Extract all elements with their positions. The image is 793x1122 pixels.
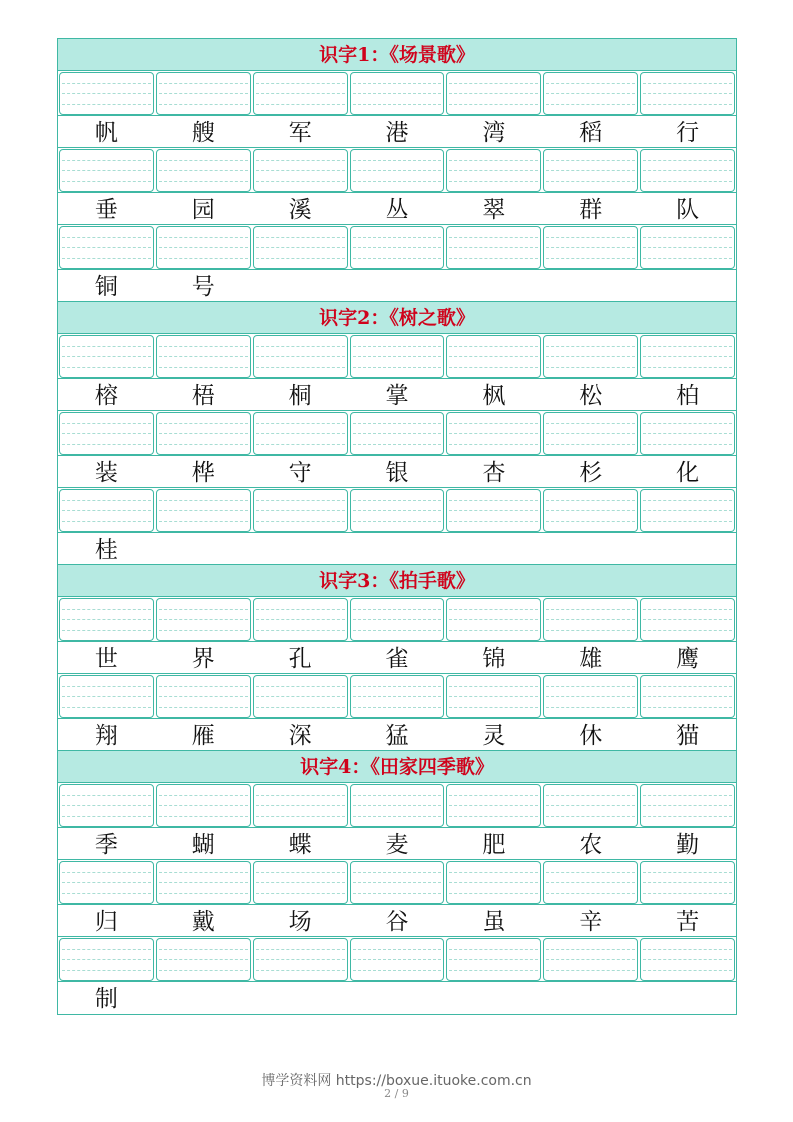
character-cell: 翔 bbox=[94, 723, 118, 749]
pinyin-writing-box bbox=[253, 335, 348, 378]
character-cell: 世 bbox=[94, 646, 118, 672]
character-cell: 鹰 bbox=[676, 646, 700, 672]
footer-watermark: 博学资料网 https://boxue.ituoke.com.cn bbox=[261, 1073, 532, 1089]
pinyin-writing-box bbox=[59, 598, 154, 641]
pinyin-writing-box bbox=[640, 938, 735, 981]
pinyin-writing-box bbox=[543, 149, 638, 192]
character-cell: 垂 bbox=[94, 197, 118, 223]
pinyin-writing-row bbox=[58, 937, 736, 982]
character-cell: 肥 bbox=[482, 832, 506, 858]
pinyin-writing-box bbox=[446, 598, 541, 641]
character-cell bbox=[542, 270, 639, 301]
character-cell bbox=[639, 270, 736, 301]
pinyin-writing-row bbox=[58, 488, 736, 533]
pinyin-writing-box bbox=[446, 675, 541, 718]
character-cell: 柏 bbox=[676, 383, 700, 409]
character-cell bbox=[252, 270, 349, 301]
character-cell: 稻 bbox=[579, 120, 603, 146]
pinyin-writing-box bbox=[640, 72, 735, 115]
character-cell: 雄 bbox=[579, 646, 603, 672]
pinyin-writing-row bbox=[58, 71, 736, 116]
pinyin-writing-box bbox=[253, 784, 348, 827]
character-cell bbox=[639, 982, 736, 1014]
character-cell: 掌 bbox=[385, 383, 409, 409]
character-cell: 群 bbox=[579, 197, 603, 223]
character-cell: 虽 bbox=[482, 909, 506, 935]
pinyin-writing-box bbox=[446, 784, 541, 827]
pinyin-writing-box bbox=[156, 149, 251, 192]
pinyin-writing-box bbox=[59, 72, 154, 115]
pinyin-writing-box bbox=[640, 412, 735, 455]
character-cell: 号 bbox=[191, 274, 215, 300]
character-cell: 辛 bbox=[579, 909, 603, 935]
character-cell: 季 bbox=[94, 832, 118, 858]
character-cell: 行 bbox=[676, 120, 700, 146]
pinyin-writing-row bbox=[58, 334, 736, 379]
character-cell: 榕 bbox=[94, 383, 118, 409]
pinyin-writing-row bbox=[58, 148, 736, 193]
pinyin-writing-row bbox=[58, 860, 736, 905]
pinyin-writing-box bbox=[350, 72, 445, 115]
character-cell: 丛 bbox=[385, 197, 409, 223]
character-cell: 蝶 bbox=[288, 832, 312, 858]
pinyin-writing-box bbox=[543, 489, 638, 532]
pinyin-writing-box bbox=[253, 675, 348, 718]
character-cell: 麦 bbox=[385, 832, 409, 858]
character-cell: 枫 bbox=[482, 383, 506, 409]
pinyin-writing-box bbox=[543, 675, 638, 718]
pinyin-writing-box bbox=[156, 72, 251, 115]
character-cell: 雀 bbox=[385, 646, 409, 672]
pinyin-writing-box bbox=[156, 938, 251, 981]
pinyin-writing-box bbox=[59, 784, 154, 827]
character-cell: 锦 bbox=[482, 646, 506, 672]
pinyin-writing-box bbox=[59, 226, 154, 269]
pinyin-writing-box bbox=[446, 489, 541, 532]
character-cell bbox=[639, 533, 736, 564]
pinyin-writing-box bbox=[350, 675, 445, 718]
pinyin-writing-box bbox=[156, 598, 251, 641]
character-cell: 队 bbox=[676, 197, 700, 223]
character-cell: 深 bbox=[288, 723, 312, 749]
pinyin-writing-box bbox=[253, 861, 348, 904]
character-cell bbox=[445, 533, 542, 564]
pinyin-writing-box bbox=[446, 335, 541, 378]
pinyin-writing-box bbox=[446, 72, 541, 115]
pinyin-writing-box bbox=[350, 226, 445, 269]
pinyin-writing-box bbox=[640, 675, 735, 718]
character-cell: 猫 bbox=[676, 723, 700, 749]
pinyin-writing-box bbox=[640, 226, 735, 269]
character-row bbox=[58, 905, 736, 937]
character-cell: 勤 bbox=[676, 832, 700, 858]
pinyin-writing-box bbox=[543, 598, 638, 641]
character-cell: 灵 bbox=[482, 723, 506, 749]
pinyin-writing-box bbox=[253, 598, 348, 641]
worksheet-grid bbox=[57, 38, 737, 1015]
pinyin-writing-box bbox=[253, 72, 348, 115]
pinyin-writing-box bbox=[59, 675, 154, 718]
pinyin-writing-box bbox=[59, 489, 154, 532]
pinyin-writing-box bbox=[350, 938, 445, 981]
character-row bbox=[58, 828, 736, 860]
page-number: 2 / 9 bbox=[384, 1087, 409, 1100]
character-cell: 溪 bbox=[288, 197, 312, 223]
character-cell bbox=[155, 982, 252, 1014]
pinyin-writing-box bbox=[446, 226, 541, 269]
character-cell: 杏 bbox=[482, 460, 506, 486]
section-title: 识字4：《田家四季歌》 bbox=[58, 751, 736, 783]
character-cell: 休 bbox=[579, 723, 603, 749]
pinyin-writing-box bbox=[640, 784, 735, 827]
pinyin-writing-box bbox=[640, 335, 735, 378]
character-cell: 松 bbox=[579, 383, 603, 409]
character-cell: 桂 bbox=[94, 537, 118, 563]
pinyin-writing-box bbox=[543, 72, 638, 115]
character-row bbox=[58, 982, 736, 1014]
pinyin-writing-box bbox=[253, 412, 348, 455]
character-cell: 制 bbox=[94, 986, 118, 1012]
character-cell bbox=[155, 533, 252, 564]
pinyin-writing-row bbox=[58, 225, 736, 270]
pinyin-writing-box bbox=[350, 861, 445, 904]
character-cell bbox=[349, 533, 446, 564]
pinyin-writing-box bbox=[156, 784, 251, 827]
character-row bbox=[58, 533, 736, 565]
character-cell: 场 bbox=[288, 909, 312, 935]
pinyin-writing-box bbox=[156, 335, 251, 378]
character-cell bbox=[349, 270, 446, 301]
character-cell: 归 bbox=[94, 909, 118, 935]
pinyin-writing-box bbox=[156, 861, 251, 904]
pinyin-writing-box bbox=[350, 412, 445, 455]
pinyin-writing-box bbox=[543, 412, 638, 455]
character-row bbox=[58, 379, 736, 411]
pinyin-writing-row bbox=[58, 674, 736, 719]
character-cell: 铜 bbox=[94, 274, 118, 300]
pinyin-writing-box bbox=[156, 489, 251, 532]
pinyin-writing-box bbox=[59, 861, 154, 904]
character-cell: 军 bbox=[288, 120, 312, 146]
pinyin-writing-box bbox=[59, 149, 154, 192]
character-cell bbox=[542, 533, 639, 564]
pinyin-writing-box bbox=[640, 598, 735, 641]
pinyin-writing-box bbox=[543, 938, 638, 981]
pinyin-writing-box bbox=[59, 412, 154, 455]
character-cell: 守 bbox=[288, 460, 312, 486]
character-cell: 翠 bbox=[482, 197, 506, 223]
pinyin-writing-box bbox=[543, 335, 638, 378]
character-cell: 化 bbox=[676, 460, 700, 486]
character-cell: 装 bbox=[94, 460, 118, 486]
character-cell: 湾 bbox=[482, 120, 506, 146]
pinyin-writing-box bbox=[350, 149, 445, 192]
character-row bbox=[58, 193, 736, 225]
pinyin-writing-box bbox=[543, 861, 638, 904]
character-row bbox=[58, 719, 736, 751]
pinyin-writing-box bbox=[446, 861, 541, 904]
pinyin-writing-row bbox=[58, 783, 736, 828]
pinyin-writing-box bbox=[446, 412, 541, 455]
character-cell bbox=[445, 270, 542, 301]
character-row bbox=[58, 270, 736, 302]
character-cell: 界 bbox=[191, 646, 215, 672]
character-row bbox=[58, 456, 736, 488]
character-cell: 孔 bbox=[288, 646, 312, 672]
character-cell: 蝴 bbox=[191, 832, 215, 858]
character-cell: 梧 bbox=[191, 383, 215, 409]
pinyin-writing-box bbox=[156, 226, 251, 269]
character-cell bbox=[445, 982, 542, 1014]
character-cell: 桐 bbox=[288, 383, 312, 409]
pinyin-writing-box bbox=[253, 489, 348, 532]
pinyin-writing-box bbox=[543, 784, 638, 827]
pinyin-writing-box bbox=[156, 675, 251, 718]
character-cell: 猛 bbox=[385, 723, 409, 749]
character-cell: 戴 bbox=[191, 909, 215, 935]
character-cell: 谷 bbox=[385, 909, 409, 935]
pinyin-writing-box bbox=[446, 149, 541, 192]
section-title: 识字3：《拍手歌》 bbox=[58, 565, 736, 597]
pinyin-writing-box bbox=[350, 598, 445, 641]
character-cell: 苦 bbox=[676, 909, 700, 935]
character-row bbox=[58, 116, 736, 148]
pinyin-writing-box bbox=[253, 938, 348, 981]
character-cell bbox=[542, 982, 639, 1014]
character-cell: 港 bbox=[385, 120, 409, 146]
pinyin-writing-box bbox=[350, 784, 445, 827]
pinyin-writing-box bbox=[350, 335, 445, 378]
section-title: 识字1：《场景歌》 bbox=[58, 39, 736, 71]
pinyin-writing-box bbox=[446, 938, 541, 981]
pinyin-writing-box bbox=[59, 335, 154, 378]
character-cell: 雁 bbox=[191, 723, 215, 749]
pinyin-writing-box bbox=[640, 861, 735, 904]
pinyin-writing-box bbox=[253, 149, 348, 192]
pinyin-writing-box bbox=[350, 489, 445, 532]
pinyin-writing-box bbox=[640, 489, 735, 532]
character-cell: 园 bbox=[191, 197, 215, 223]
character-cell: 杉 bbox=[579, 460, 603, 486]
character-cell: 帆 bbox=[94, 120, 118, 146]
character-cell bbox=[252, 533, 349, 564]
character-cell: 农 bbox=[579, 832, 603, 858]
pinyin-writing-box bbox=[253, 226, 348, 269]
character-row bbox=[58, 642, 736, 674]
character-cell bbox=[252, 982, 349, 1014]
character-cell: 桦 bbox=[191, 460, 215, 486]
pinyin-writing-row bbox=[58, 597, 736, 642]
pinyin-writing-row bbox=[58, 411, 736, 456]
pinyin-writing-box bbox=[640, 149, 735, 192]
character-cell: 银 bbox=[385, 460, 409, 486]
character-cell bbox=[349, 982, 446, 1014]
pinyin-writing-box bbox=[156, 412, 251, 455]
section-title: 识字2：《树之歌》 bbox=[58, 302, 736, 334]
pinyin-writing-box bbox=[543, 226, 638, 269]
pinyin-writing-box bbox=[59, 938, 154, 981]
character-cell: 艘 bbox=[191, 120, 215, 146]
